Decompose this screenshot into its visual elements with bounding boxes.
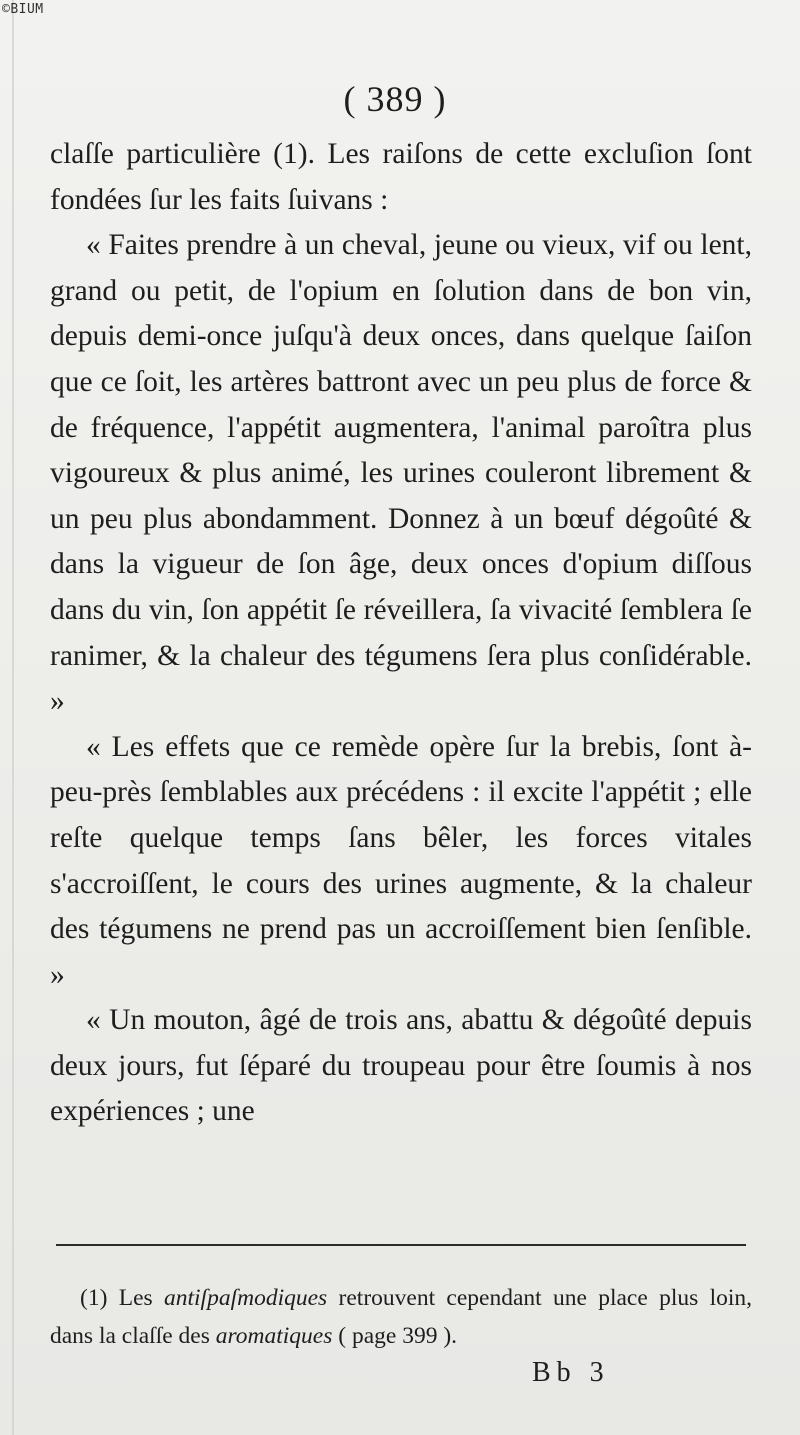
footnote-text-before: Les xyxy=(118,1285,153,1311)
footnote-divider xyxy=(56,1244,746,1246)
main-text xyxy=(50,132,752,1135)
paragraph-4: « Un mouton, âgé de trois ans, abattu & dégoûté depuis deux jours, fut ſéparé du troupeau pour être ſoumis à nos expériences ; une xyxy=(50,1004,752,1128)
footnote-marker: (1) xyxy=(80,1285,108,1311)
page-number: ( 389 ) xyxy=(343,79,447,119)
page-edge-shadow xyxy=(12,0,14,1435)
footnote-text-after: ( page 399 ). xyxy=(338,1323,458,1349)
footnote-text-middle: retrouvent cependant une place plus loin, dans la claſſe des xyxy=(50,1285,753,1349)
paragraph-1: claſſe particulière (1). Les raiſons de cette excluſion ſont fondées ſur les faits ſuivans : xyxy=(50,138,752,216)
footnote-italic-term-2: aromatiques xyxy=(215,1323,333,1349)
footnote xyxy=(50,1279,752,1355)
footnote-italic-term-1: antiſpaſmodiques xyxy=(164,1285,328,1311)
paragraph-3: « Les effets que ce remède opère ſur la brebis, ſont à-peu-près ſemblables aux précédens : il excite l'appétit ; elle reſte quelque temps ſans bêler, les forces vitales s'accroiſſent, le cours des urines augmente, & la chaleur des tégumens ne prend pas un accroiſſement bien ſenſible. » xyxy=(50,730,752,991)
library-watermark: ©BIUM xyxy=(2,2,44,17)
signature-mark: Bb 3 xyxy=(532,1357,610,1388)
paragraph-2: « Faites prendre à un cheval, jeune ou vieux, vif ou lent, grand ou petit, de l'opium en ſolution dans de bon vin, depuis demi-once juſqu'à deux onces, dans quelque ſaiſon que ce ſoit, les artères battront avec un peu plus de force & de fréquence, l'appétit augmentera, l'animal paroîtra plus vigoureux & plus animé, les urines couleront librement & un peu plus abondamment. Donnez à un bœuf dégoûté & dans la vigueur de ſon âge, deux onces d'opium diſſous dans du vin, ſon appétit ſe réveillera, ſa vivacité ſemblera ſe ranimer, & la chaleur des tégumens ſera plus conſidérable. » xyxy=(50,229,752,718)
